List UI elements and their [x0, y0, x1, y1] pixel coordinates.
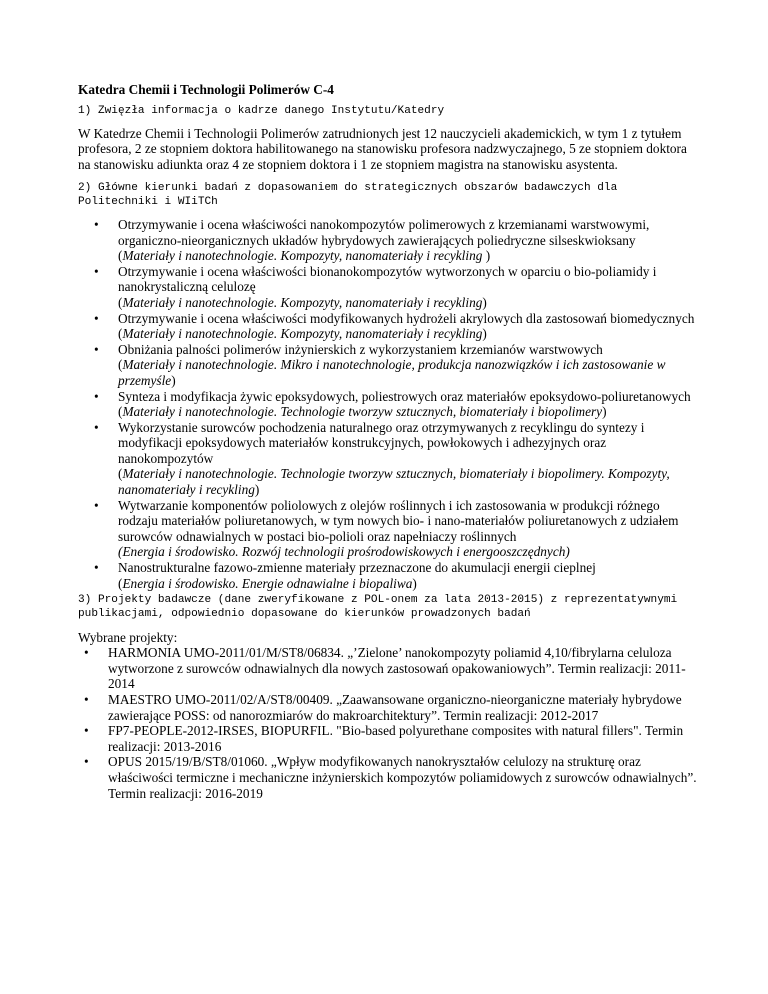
list-item — [78, 342, 698, 389]
research-topic: Obniżania palności polimerów inżynierskich z wykorzystaniem krzemianów warstwowych — [118, 341, 603, 357]
research-topic: Synteza i modyfikacja żywic epoksydowych, poliestrowych oraz materiałów epoksydowo-poliuretanowych — [118, 388, 691, 404]
section-3-heading: 3) Projekty badawcze (dane zweryfikowane z POL-onem za lata 2013-2015) z reprezentatywnymi publikacjami, odpowiednio dopasowane do kierunków prowadzonych badań — [78, 594, 678, 621]
list-item: • OPUS 2015/19/B/ST8/01060. „Wpływ modyfikowanych nanokryształów celulozy na strukturę oraz właściwości termiczne i mechaniczne inżynierskich kompozytów poliamidowych z surowców odnawialnych”. Termin realizacji: 2016-2019 — [78, 754, 698, 801]
research-topic: Otrzymywanie i ocena właściwości nanokompozytów polimerowych z krzemianami warstwowymi, organiczno-nieorganicznych układów hybrydowych zawierających poliedryczne silseskwioksany — [118, 216, 650, 248]
list-item — [78, 498, 698, 560]
research-area: (Materiały i nanotechnologie. Mikro i nanotechnologie, produkcja nanozwiązków i ich zastosowanie w przemyśle) — [118, 357, 666, 388]
research-area: (Materiały i nanotechnologie. Technologie tworzyw sztucznych, biomateriały i biopolimery) — [118, 404, 607, 420]
projects-intro: Wybrane projekty: — [78, 629, 178, 645]
page-title: Katedra Chemii i Technologii Polimerów C-4 — [78, 82, 334, 97]
area-name: Energia i środowisko. Energie odnawialne i biopaliwa — [122, 575, 413, 591]
research-area: (Energia i środowisko. Rozwój technologii prośrodowiskowych i energooszczędnych) — [118, 544, 570, 560]
research-area: (Energia i środowisko. Energie odnawialne i biopaliwa) — [118, 575, 417, 591]
area-close: ) — [485, 248, 491, 264]
area-close: ) — [254, 482, 260, 498]
list-item — [78, 311, 698, 342]
list-item: • HARMONIA UMO-2011/01/M/ST8/06834. „’Zielone’ nanokompozyty poliamid 4,10/fibrylarna celuloza wytworzone z surowców odnawialnych dla nowych zastosowań opakowaniowych”. Termin realizacji: 2011-2014 — [78, 645, 698, 692]
section-1-heading: 1) Zwięzła informacja o kadrze danego Instytutu/Katedry — [78, 104, 445, 117]
area-name: Materiały i nanotechnologie. Kompozyty, nanomateriały i recykling — [122, 294, 483, 310]
area-name: Materiały i nanotechnologie. Kompozyty, nanomateriały i recykling — [122, 326, 483, 342]
list-item: • MAESTRO UMO-2011/02/A/ST8/00409. „Zaawansowane organiczno-nieorganiczne materiały hybrydowe zawierające POSS: od nanorozmiarów do makroarchitektury”. Termin realizacji: 2012-2017 — [78, 692, 698, 723]
area-name: Materiały i nanotechnologie. Mikro i nanotechnologie, produkcja nanozwiązków i ich zastosowanie w przemyśle — [118, 357, 666, 388]
area-close: ) — [171, 372, 176, 388]
research-area: (Materiały i nanotechnologie. Kompozyty, nanomateriały i recykling) — [118, 294, 487, 310]
area-close: ) — [602, 404, 607, 420]
area-name: Materiały i nanotechnologie. Kompozyty, nanomateriały i recykling — [122, 248, 486, 264]
research-topic: Otrzymywanie i ocena właściwości bionanokompozytów wytworzonych w oparciu o bio-poliamidy i nanokrystaliczną celulozę — [118, 263, 657, 295]
research-topic: Wykorzystanie surowców pochodzenia naturalnego oraz otrzymywanych z recyklingu do syntezy i modyfikacji epoksydowych materiałów konstrukcyjnych, powłokowych i adhezyjnych oraz nanokompozytów — [118, 419, 645, 466]
research-area: (Materiały i nanotechnologie. Kompozyty, nanomateriały i recykling) — [118, 326, 487, 342]
section-1-text: W Katedrze Chemii i Technologii Polimerów zatrudnionych jest 12 nauczycieli akademickich, w tym 1 z tytułem profesora, 2 ze stopniem doktora habilitowanego na stanowisku profesora nadzwyczajnego, 5 ze stopniem doktora na stanowisku adiunkta oraz 4 ze stopniem doktora i 1 ze stopniem magistra na stanowisku asystenta. — [78, 125, 687, 172]
list-item — [78, 560, 698, 591]
research-area: (Materiały i nanotechnologie. Kompozyty, nanomateriały i recykling ) — [118, 248, 491, 264]
document-page — [78, 82, 698, 803]
area-close: ) — [482, 326, 487, 342]
area-close: ) — [412, 575, 417, 591]
research-topic: Nanostrukturalne fazowo-zmienne materiały przeznaczone do akumulacji energii cieplnej — [118, 560, 596, 576]
list-item — [78, 217, 698, 264]
list-item: • FP7-PEOPLE-2012-IRSES, BIOPURFIL. "Bio-based polyurethane composites with natural fillers". Termin realizacji: 2013-2016 — [78, 723, 698, 754]
area-name: Materiały i nanotechnologie. Technologie tworzyw sztucznych, biomateriały i biopolimery — [122, 404, 603, 420]
section-2-heading: 2) Główne kierunki badań z dopasowaniem do strategicznych obszarów badawczych dla Politechniki i WIiTCh — [78, 181, 618, 208]
research-area: (Materiały i nanotechnologie. Technologie tworzyw sztucznych, biomateriały i biopolimery. Kompozyty, nanomateriały i recykling) — [118, 466, 670, 498]
research-topic: Wytwarzanie komponentów poliolowych z olejów roślinnych i ich zastosowania w produkcji różnego rodzaju materiałów poliuretanowych, w tym nowych bio- i nano-materiałów poliuretanowych z udziałem surowców odnawialnych w postaci bio-polioli oraz napełniaczy roślinnych — [118, 497, 679, 544]
area-name: Materiały i nanotechnologie. Technologie tworzyw sztucznych, biomateriały i biopolimery. Kompozyty, nanomateriały i recykling — [118, 466, 670, 498]
list-item — [78, 420, 698, 498]
area-close: ) — [482, 294, 487, 310]
list-item — [78, 264, 698, 311]
projects-list — [78, 645, 698, 801]
research-topic: Otrzymywanie i ocena właściwości modyfikowanych hydrożeli akrylowych dla zastosowań biomedycznych — [118, 310, 695, 326]
research-directions-list — [78, 217, 698, 591]
area-name: Energia i środowisko. Rozwój technologii prośrodowiskowych i energooszczędnych) — [122, 544, 570, 560]
list-item — [78, 389, 698, 420]
